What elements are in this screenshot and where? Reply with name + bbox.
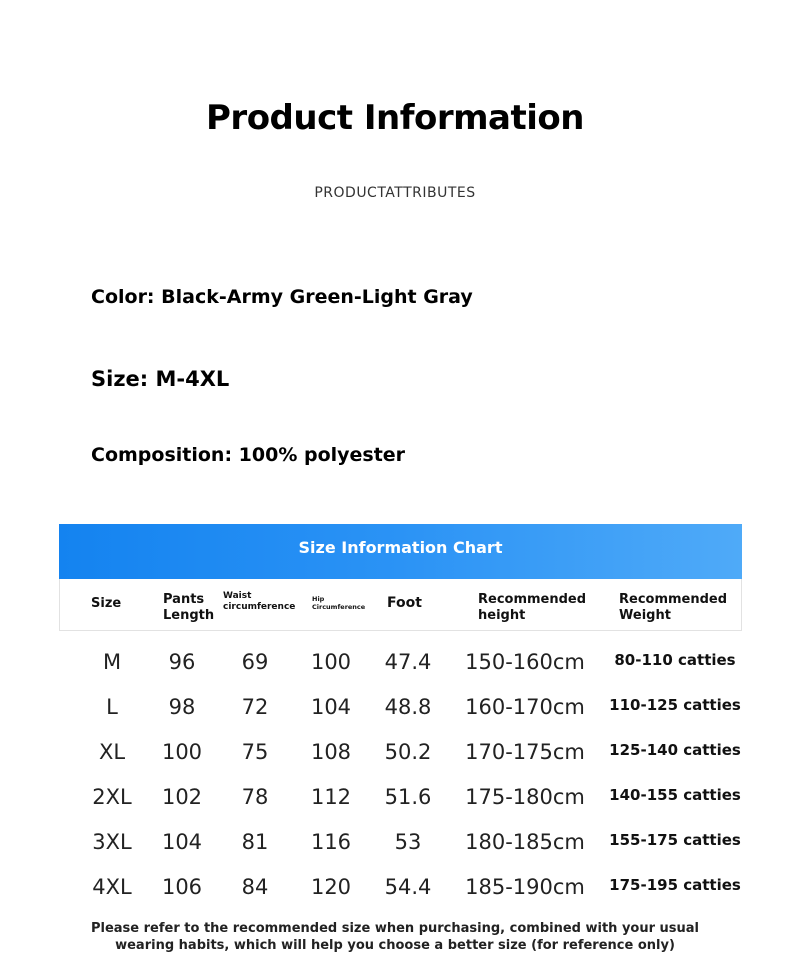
- cell-height: 170-175cm: [465, 740, 585, 764]
- cell-length: 100: [161, 740, 203, 764]
- cell-weight: 125-140 catties: [609, 741, 741, 759]
- cell-length: 98: [168, 695, 196, 719]
- table-row: [0, 820, 790, 865]
- cell-hip: 108: [310, 740, 352, 764]
- cell-size: L: [106, 695, 118, 719]
- cell-hip: 116: [310, 830, 352, 854]
- cell-size: 4XL: [92, 875, 132, 899]
- cell-hip: 100: [310, 650, 352, 674]
- cell-waist: 69: [241, 650, 269, 674]
- table-row: [0, 685, 790, 730]
- cell-length: 106: [161, 875, 203, 899]
- table-row: [0, 640, 790, 685]
- header-hip: Hip Circumference: [312, 595, 366, 611]
- size-chart-body: [0, 640, 790, 910]
- cell-length: 96: [168, 650, 196, 674]
- header-recommended-weight: Recommended Weight: [619, 592, 728, 623]
- page-title: Product Information: [206, 98, 584, 138]
- cell-hip: 112: [310, 785, 352, 809]
- size-chart-header-row: [59, 579, 742, 631]
- size-attribute: Size: M-4XL: [91, 367, 230, 391]
- cell-size: 3XL: [92, 830, 132, 854]
- cell-foot: 51.6: [384, 785, 432, 809]
- cell-weight: 110-125 catties: [609, 696, 741, 714]
- size-chart-title: Size Information Chart: [59, 524, 742, 579]
- cell-hip: 104: [310, 695, 352, 719]
- cell-height: 160-170cm: [465, 695, 585, 719]
- cell-height: 185-190cm: [465, 875, 585, 899]
- table-row: [0, 865, 790, 910]
- color-attribute: Color: Black-Army Green-Light Gray: [91, 286, 473, 308]
- cell-weight: 155-175 catties: [609, 831, 741, 849]
- header-foot: Foot: [387, 595, 422, 611]
- header-waist: Waist circumference: [223, 591, 296, 612]
- cell-height: 180-185cm: [465, 830, 585, 854]
- cell-foot: 50.2: [384, 740, 432, 764]
- cell-foot: 47.4: [384, 650, 432, 674]
- cell-waist: 72: [241, 695, 269, 719]
- cell-size: M: [102, 650, 122, 674]
- table-row: [0, 775, 790, 820]
- page-subtitle: PRODUCTATTRIBUTES: [314, 185, 476, 201]
- header-recommended-height: Recommended height: [478, 592, 587, 623]
- cell-height: 175-180cm: [465, 785, 585, 809]
- cell-waist: 75: [241, 740, 269, 764]
- cell-height: 150-160cm: [465, 650, 585, 674]
- cell-size: 2XL: [92, 785, 132, 809]
- cell-weight: 80-110 catties: [614, 651, 736, 669]
- cell-waist: 78: [241, 785, 269, 809]
- cell-size: XL: [98, 740, 126, 764]
- cell-waist: 84: [241, 875, 269, 899]
- cell-length: 102: [161, 785, 203, 809]
- header-pants-length: Pants Length: [163, 592, 215, 623]
- cell-foot: 53: [394, 830, 422, 854]
- cell-waist: 81: [241, 830, 269, 854]
- table-row: [0, 730, 790, 775]
- header-size: Size: [91, 596, 122, 611]
- cell-foot: 48.8: [384, 695, 432, 719]
- cell-weight: 140-155 catties: [609, 786, 741, 804]
- cell-foot: 54.4: [384, 875, 432, 899]
- cell-hip: 120: [310, 875, 352, 899]
- cell-weight: 175-195 catties: [609, 876, 741, 894]
- composition-attribute: Composition: 100% polyester: [91, 444, 406, 466]
- size-note: Please refer to the recommended size when purchasing, combined with your usual wearing habits, which will help you choose a better size (for reference only): [90, 921, 700, 953]
- cell-length: 104: [161, 830, 203, 854]
